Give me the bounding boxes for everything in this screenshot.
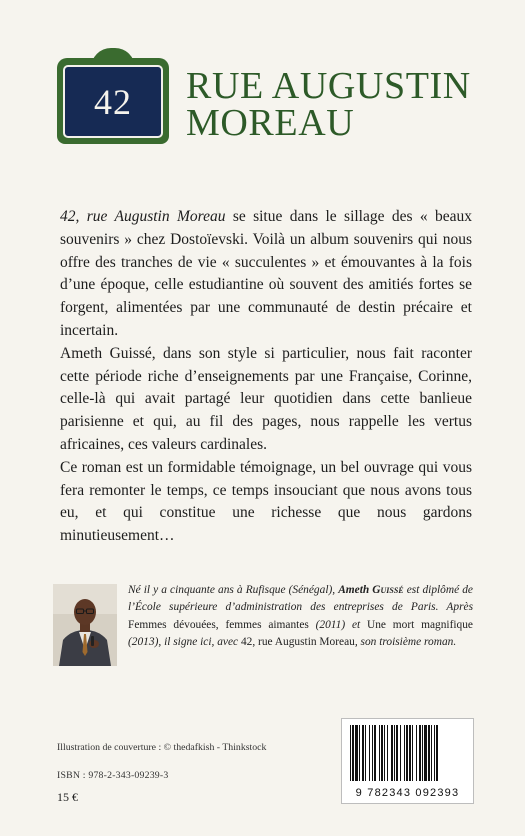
street-number: 42 xyxy=(94,81,132,122)
bio-book-2: Une mort magnifique xyxy=(367,618,473,631)
street-sign-plate xyxy=(63,65,163,138)
bio-text-5: , son troisième roman. xyxy=(354,636,457,649)
author-biography-text xyxy=(128,582,473,652)
bio-book-3: 42, rue Augustin Moreau xyxy=(240,636,355,649)
book-title-line-1: RUE AUGUSTIN xyxy=(186,65,471,107)
author-photo xyxy=(53,584,117,666)
isbn: ISBN : 978-2-343-09239-3 xyxy=(57,770,169,781)
author-portrait-icon xyxy=(53,584,117,666)
bio-text-3: (2011) et xyxy=(308,618,367,631)
bio-text-2: est diplômé de l’École supérieure d’administration des entreprises de Paris. Après xyxy=(128,584,473,614)
blurb-paragraph-1 xyxy=(60,206,472,343)
author-name-first: Ameth xyxy=(338,584,373,596)
bio-book-1: Femmes dévouées, femmes aimantes xyxy=(128,618,309,631)
blurb-paragraph-1-text: se situe dans le sillage des « beaux souvenirs » chez Dostoïevski. Voilà un album souvenirs qui nous offre des tranches de vie « succulentes » et émouvantes à la fois d’une époque, celle estudiantine où souvent des amitiés fortes se forgent, alimentées par une communauté de destin précaire et incertain. xyxy=(60,208,472,339)
price: 15 € xyxy=(57,790,78,804)
bio-text-1: Né il y a cinquante ans à Rufisque (Sénégal), xyxy=(128,584,339,596)
street-number-sign xyxy=(57,58,169,144)
back-cover-blurb xyxy=(60,206,472,548)
book-title xyxy=(186,65,506,144)
author-biography xyxy=(128,582,473,652)
cover-illustration-credit: Illustration de couverture : © thedafkish - Thinkstock xyxy=(57,742,267,753)
book-title-line-2: MOREAU xyxy=(186,102,355,144)
blurb-book-title: 42, rue Augustin Moreau xyxy=(60,208,226,225)
blurb-paragraph-2: Ameth Guissé, dans son style si particulier, nous fait raconter cette période riche d’enseignements par une Française, Corinne, celle-là qui avait partagé leur quotidien dans cette banlieue parisienne et qui, au fil des pages, nous rappelle les vertus africaines, ces valeurs cardinales. xyxy=(60,344,472,453)
barcode-bars-icon xyxy=(348,725,469,783)
barcode-number: 9 782343 092393 xyxy=(355,787,460,799)
bio-text-4: (2013), il signe ici, avec xyxy=(128,636,241,649)
barcode xyxy=(341,718,474,804)
blurb-paragraph-3: Ce roman est un formidable témoignage, un bel ouvrage qui vous fera remonter le temps, ce temps insouciant que nous avons tous eu, et qui constitue une richesse que nous gardons minutieusement… xyxy=(60,458,472,545)
author-name-last: Guissé xyxy=(372,584,404,596)
